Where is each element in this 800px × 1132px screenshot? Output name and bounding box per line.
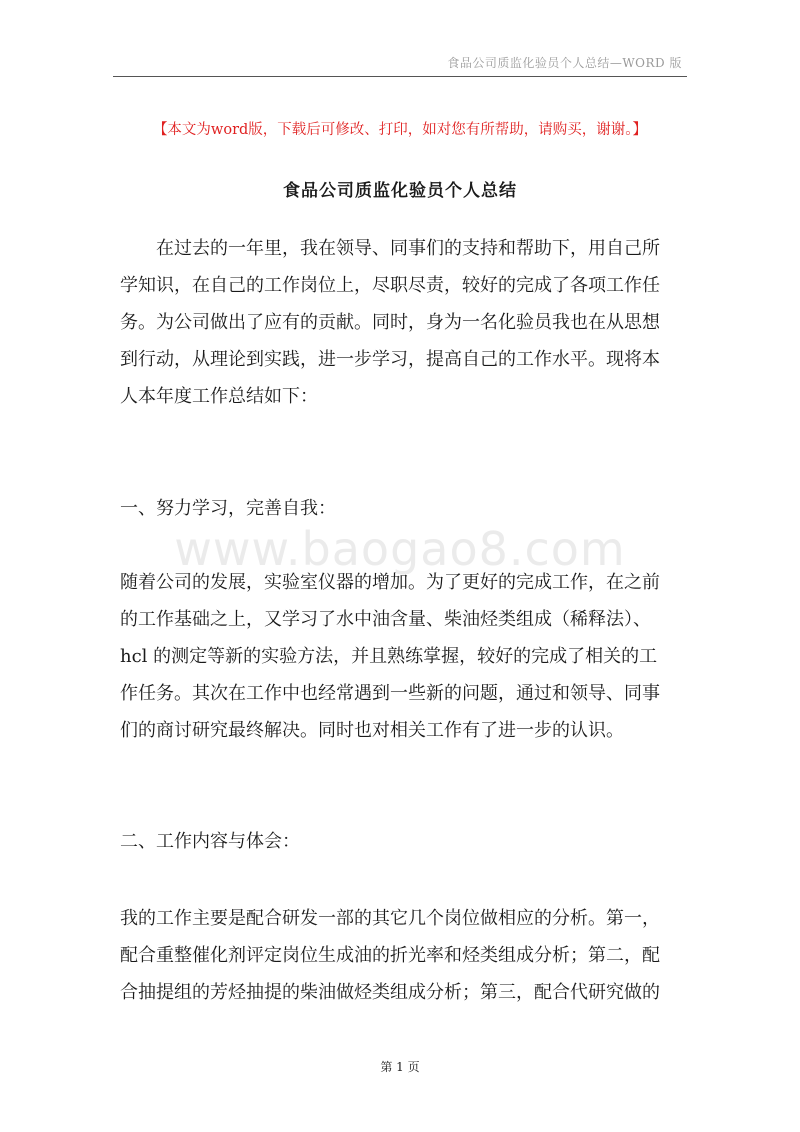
section-2-line: 合抽提组的芳烃抽提的柴油做烃类组成分析；第三，配合代研究做的 xyxy=(120,982,660,1003)
header-divider xyxy=(113,76,687,77)
section-1-line: hcl 的测定等新的实验方法，并且熟练掌握，较好的完成了相关的工 xyxy=(120,646,658,667)
page-header-title: 食品公司质监化验员个人总结—WORD 版 xyxy=(447,56,682,70)
intro-line: 学知识，在自己的工作岗位上，尽职尽责，较好的完成了各项工作任 xyxy=(120,275,660,296)
page-number: 第 1 页 xyxy=(380,1060,420,1074)
intro-line: 在过去的一年里，我在领导、同事们的支持和帮助下，用自己所 xyxy=(120,238,660,259)
section-2-heading: 二、工作内容与体会： xyxy=(120,831,300,852)
section-1-line: 们的商讨研究最终解决。同时也对相关工作有了进一步的认识。 xyxy=(120,720,624,741)
document-title: 食品公司质监化验员个人总结 xyxy=(283,181,517,201)
section-1-line: 的工作基础之上，又学习了水中油含量、柴油烃类组成（稀释法）、 xyxy=(120,609,651,630)
site-watermark: www.baogao8.com xyxy=(174,522,626,576)
intro-line: 到行动，从理论到实践，进一步学习，提高自己的工作水平。现将本 xyxy=(120,349,660,370)
section-1-line: 随着公司的发展，实验室仪器的增加。为了更好的完成工作，在之前 xyxy=(120,572,660,593)
download-notice: 【本文为word版，下载后可修改、打印，如对您有所帮助，请购买，谢谢。】 xyxy=(152,122,648,138)
section-2-line: 我的工作主要是配合研发一部的其它几个岗位做相应的分析。第一， xyxy=(120,908,660,929)
section-2-paragraph xyxy=(120,900,685,1011)
intro-paragraph xyxy=(120,230,685,415)
section-1-heading: 一、努力学习，完善自我： xyxy=(120,498,336,519)
intro-line: 人本年度工作总结如下： xyxy=(120,386,318,407)
intro-line: 务。为公司做出了应有的贡献。同时，身为一名化验员我也在从思想 xyxy=(120,312,660,333)
section-2-line: 配合重整催化剂评定岗位生成油的折光率和烃类组成分析；第二，配 xyxy=(120,945,660,966)
section-1-paragraph xyxy=(120,564,685,749)
section-1-line: 作任务。其次在工作中也经常遇到一些新的问题，通过和领导、同事 xyxy=(120,683,660,704)
